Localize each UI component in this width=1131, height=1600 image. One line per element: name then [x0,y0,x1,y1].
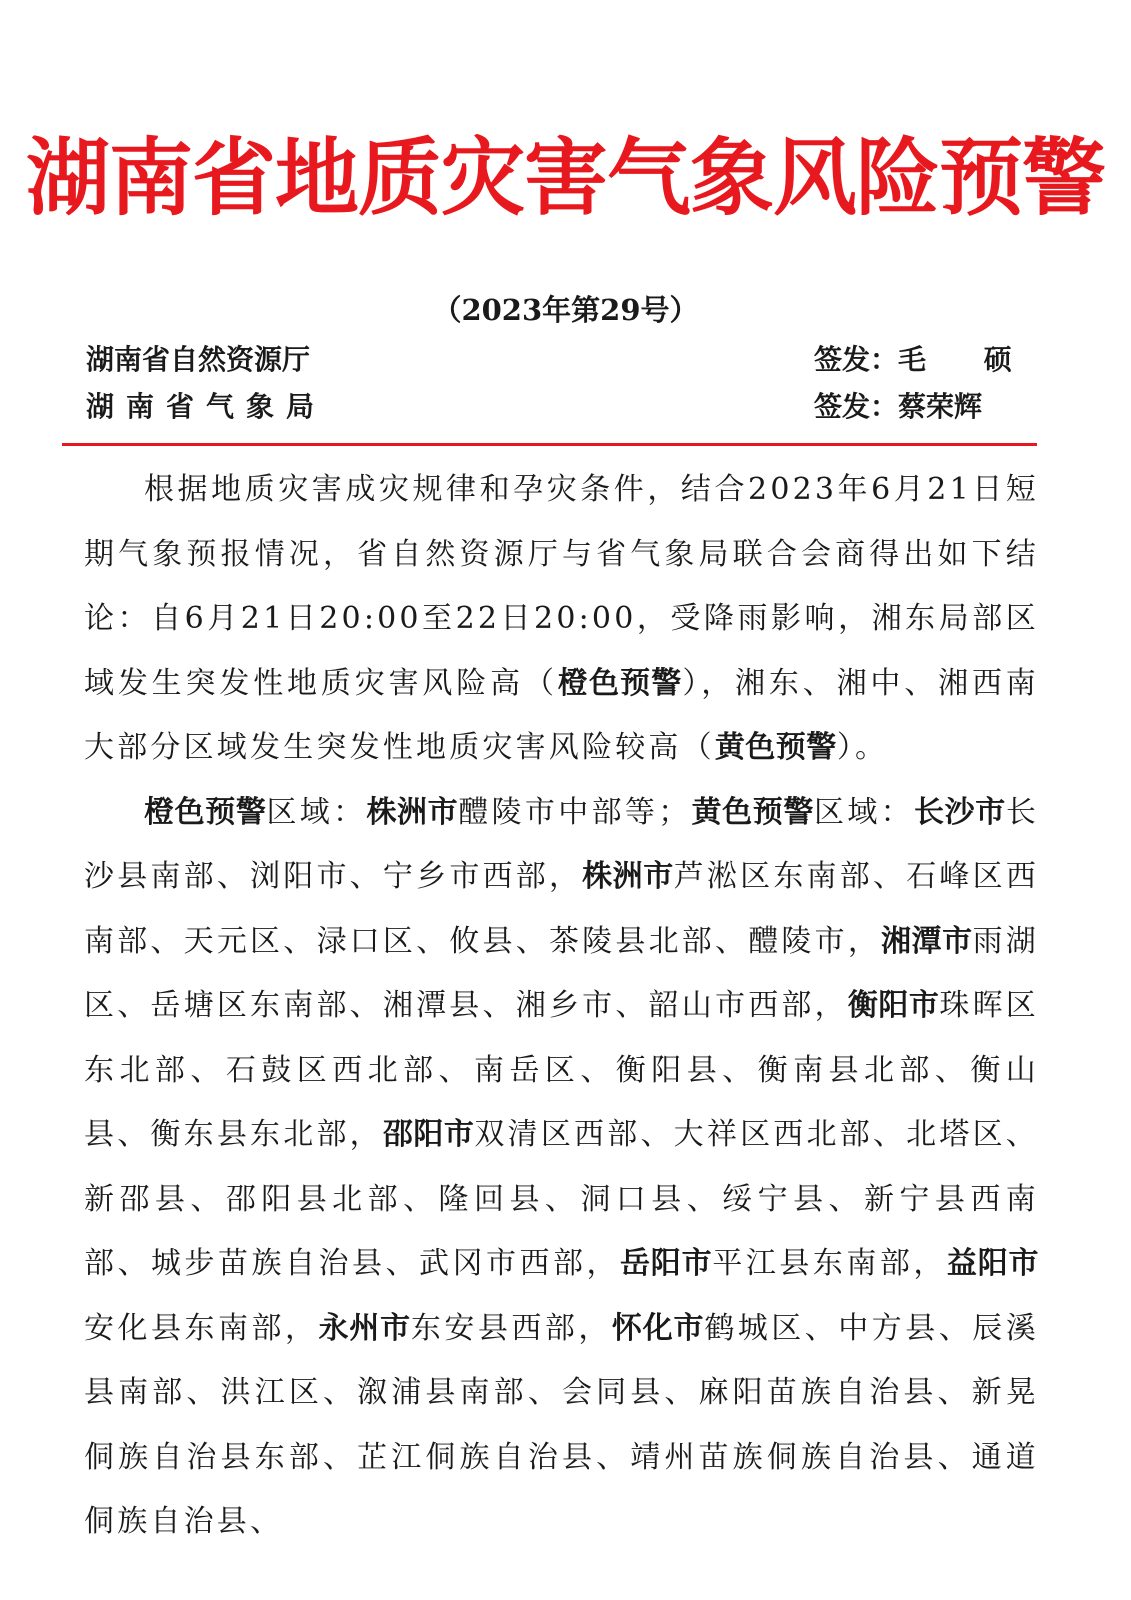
region-city-name: 永州市 [318,1310,411,1346]
sign-name-2: 蔡荣辉 [898,390,983,423]
paragraph-forecast [84,458,1039,781]
signatory-1 [814,340,1036,380]
region-city-name: 衡阳市 [847,988,940,1023]
issuer-org-1: 湖南省自然资源厅 [86,343,311,376]
sign-label-2: 签发： [814,390,899,423]
region-text: 鹤城区、中方县、辰溪县南部、洪江区、溆浦县南部、会同县、麻阳苗族自治县、新晃侗族自治县东部、芷江侗族自治县、靖州苗族侗族自治县、通道侗族自治县、 [84,1310,1040,1539]
region-city-name: 邵阳市 [382,1117,475,1152]
region-text: 区域： [266,794,367,830]
region-city-name: 湘潭市 [881,923,973,959]
region-text: 双清区西部、大祥区西北部、北塔区、新邵县、邵阳县北部、隆回县、洞口县、绥宁县、新宁县西南部、城步苗族自治县、武冈市西部， [84,1117,1039,1281]
region-text: 平江县东南部， [712,1246,947,1281]
sign-name-1: 毛 硕 [898,343,1036,376]
region-text: 东安县西部， [410,1310,612,1346]
yellow-warning-label: 黄色预警 [714,730,837,765]
p1-text-3: ）。 [836,730,889,765]
region-text: 珠晖区东北部、石鼓区西北部、南岳区、衡阳县、衡南县北部、衡山县、衡东县东北部， [84,988,1039,1152]
sign-label-1: 签发： [814,343,899,376]
region-city-name: 黄色预警 [691,794,814,830]
region-city-name: 长沙市 [913,794,1006,830]
orange-warning-label: 橙色预警 [557,665,683,701]
region-city-name: 怀化市 [611,1310,705,1346]
region-text: 芦淞区东南部、石峰区西南部、天元区、渌口区、攸县、茶陵县北部、醴陵市， [84,859,1040,959]
header-divider [62,443,1037,446]
document-body [84,458,1039,1555]
region-city-name: 益阳市 [946,1246,1040,1281]
region-city-name: 株洲市 [366,794,459,830]
issuer-org-2: 湖南省气象局 [86,390,327,423]
region-text: 区域： [814,794,914,830]
region-text: 雨湖区、岳塘区东南部、湘潭县、湘乡市、韶山市西部， [84,923,1039,1023]
p1-text-1: 根据地质灾害成灾规律和孕灾条件，结合2023年6月21日短期气象预报情况，省自然资源厅与省气象局联合会商得出如下结论：自6月21日20:00至22日20:00，受降雨影响，湘东局部区域发生突发性地质灾害风险高（ [84,472,1039,701]
region-text: 醴陵市中部等； [458,794,692,830]
document-title: 湖南省地质灾害气象风险预警 [25,129,1105,227]
region-city-name: 株洲市 [582,859,674,894]
issue-number: （2023年第29号） [432,293,699,327]
region-city-name: 橙色预警 [144,794,267,830]
signatory-2 [814,387,982,427]
paragraph-regions [84,781,1039,1555]
region-text: 长沙县南部、浏阳市、宁乡市西部， [84,794,1040,894]
region-city-name: 岳阳市 [620,1246,713,1281]
p1-text-2: ），湘东、湘中、湘西南大部分区域发生突发性地质灾害风险较高（ [84,665,1039,765]
region-text: 安化县东南部， [84,1310,319,1346]
